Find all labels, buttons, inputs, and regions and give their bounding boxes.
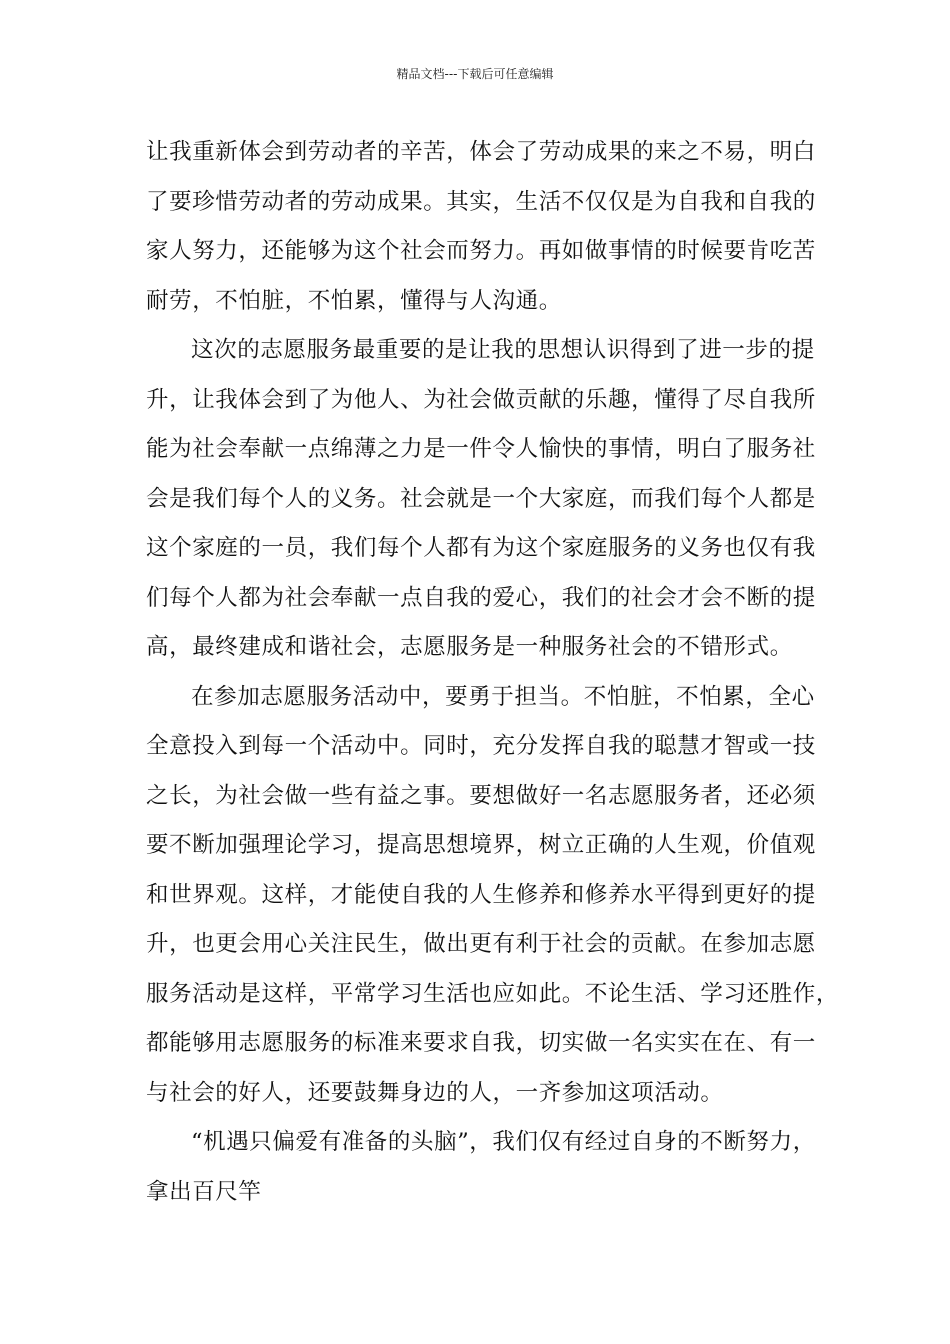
text-line: 升，也更会用心关注民生，做出更有利于社会的贡献。在参加志愿: [146, 931, 816, 957]
text-line: 之长，为社会做一些有益之事。要想做好一名志愿服务者，还必须: [146, 782, 816, 809]
text-line: 拿出百尺竿: [146, 1178, 262, 1205]
text-line: 和世界观。这样，才能使自我的人生修养和修养水平得到更好的提: [146, 881, 816, 908]
text-line: 在参加志愿服务活动中，要勇于担当。不怕脏，不怕累，全心: [191, 683, 815, 710]
text-line: 这次的志愿服务最重要的是让我的思想认识得到了进一步的提: [191, 337, 815, 363]
text-line: 升，让我体会到了为他人、为社会做贡献的乐趣，懂得了尽自我所: [146, 386, 816, 413]
text-line: 家人努力，还能够为这个社会而努力。再如做事情的时候要肯吃苦: [146, 238, 816, 264]
page-header: 精品文档---下载后可任意编辑: [396, 67, 554, 81]
text-line: 们每个人都为社会奉献一点自我的爱心，我们的社会才会不断的提: [146, 584, 816, 611]
document-body: [146, 128, 840, 1217]
text-line: 这个家庭的一员，我们每个人都有为这个家庭服务的义务也仅有我: [146, 535, 816, 561]
text-line: “机遇只偏爱有准备的头脑”，我们仅有经过自身的不断努力，: [191, 1129, 816, 1155]
text-line: 了要珍惜劳动者的劳动成果。其实，生活不仅仅是为自我和自我的: [146, 188, 816, 215]
text-line: 全意投入到每一个活动中。同时，充分发挥自我的聪慧才智或一技: [146, 733, 816, 759]
text-line: 让我重新体会到劳动者的辛苦，体会了劳动成果的来之不易，明白: [146, 139, 816, 165]
text-line: 与社会的好人，还要鼓舞身边的人，一齐参加这项活动。: [146, 1079, 724, 1106]
text-line: 高，最终建成和谐社会，志愿服务是一种服务社会的不错形式。: [146, 634, 793, 660]
text-line: 能为社会奉献一点绵薄之力是一件令人愉快的事情，明白了服务社: [146, 436, 816, 462]
text-line: 服务活动是这样，平常学习生活也应如此。不论生活、学习还胜作，: [146, 980, 840, 1007]
text-line: 要不断加强理论学习，提高思想境界，树立正确的人生观，价值观: [146, 832, 816, 858]
text-line: 会是我们每个人的义务。社会就是一个大家庭，而我们每个人都是: [146, 485, 816, 512]
text-line: 都能够用志愿服务的标准来要求自我，切实做一名实实在在、有一: [146, 1030, 816, 1056]
text-line: 耐劳，不怕脏，不怕累，懂得与人沟通。: [146, 287, 562, 314]
